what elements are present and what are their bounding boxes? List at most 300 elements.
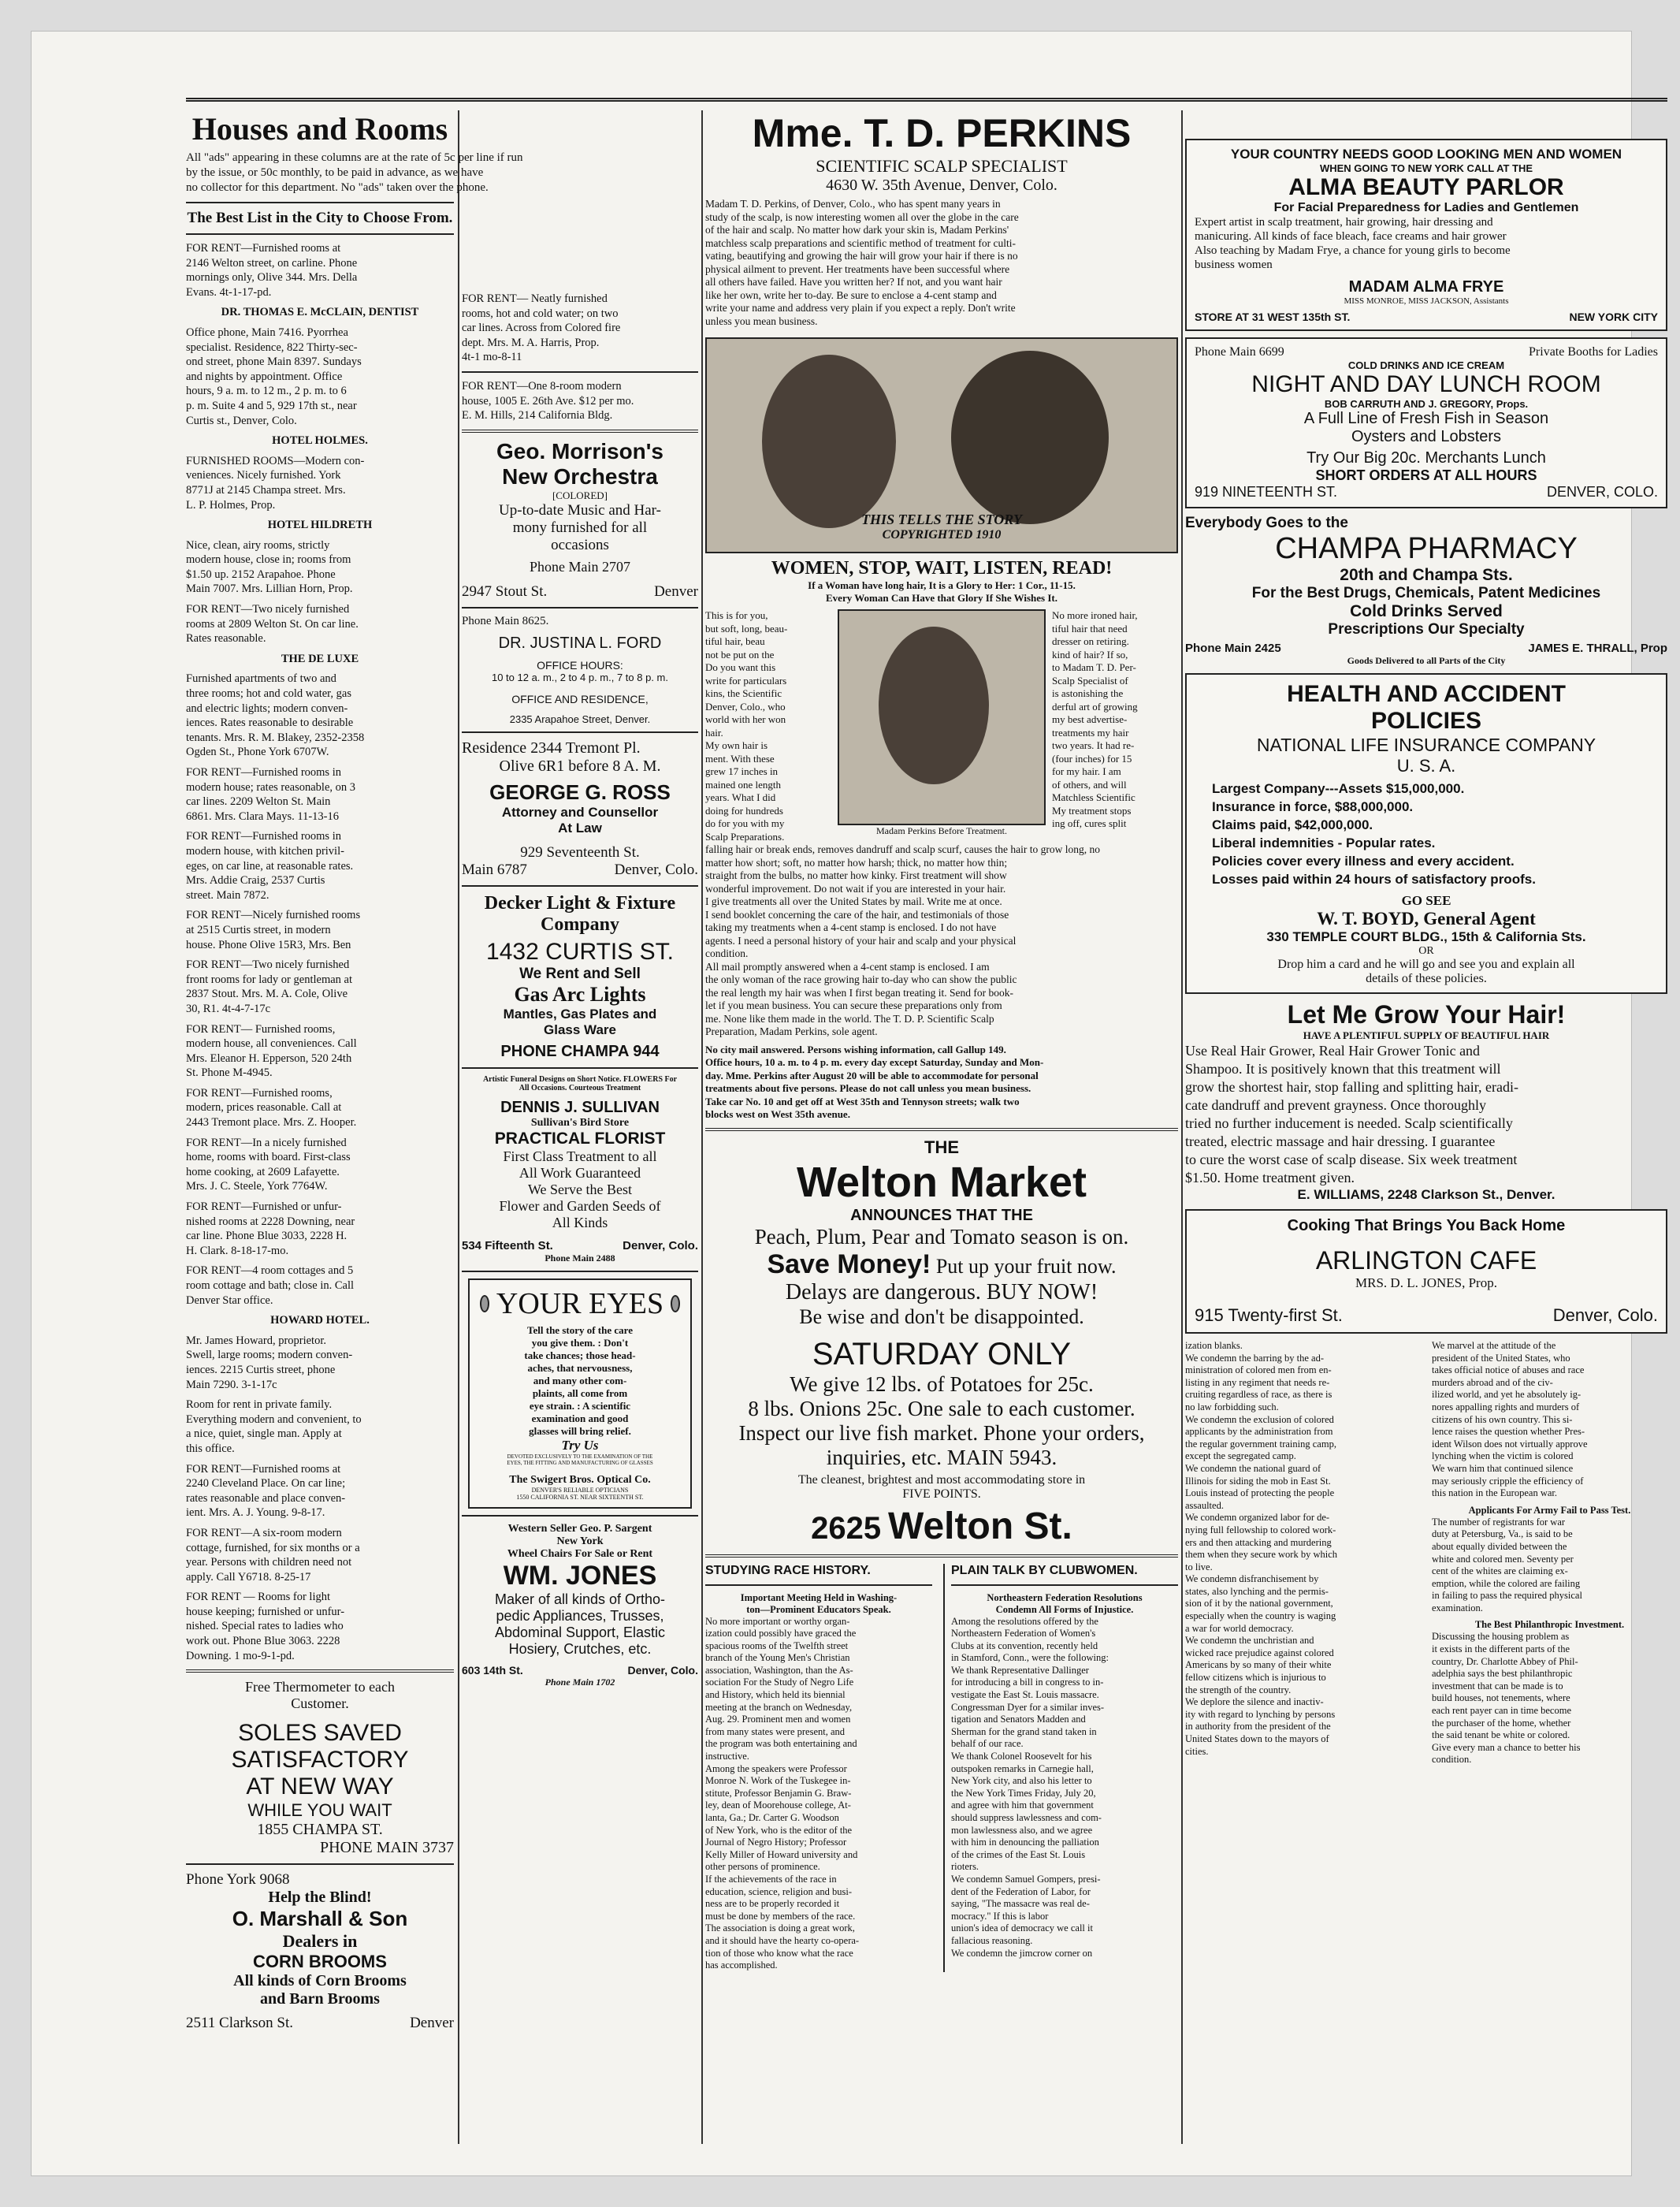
column-rule — [1181, 110, 1183, 2144]
resolution-line: cruiting regardless of race, as there is — [1185, 1389, 1332, 1401]
classified-line: Denver Star office. — [186, 1293, 273, 1307]
classified-item — [186, 1136, 454, 1194]
alma-line: Also teaching by Madam Frye, a chance for young girls to become — [1195, 244, 1511, 257]
eyes-line: aches, that nervousness, — [527, 1361, 633, 1374]
army-line: The number of registrants for war — [1432, 1516, 1566, 1528]
classified-line: Everything modern and convenient, to — [186, 1412, 362, 1426]
resolution-line: ers and then attacking and murdering — [1185, 1536, 1332, 1548]
philanthropic-line: the said tenant be white or colored. — [1432, 1729, 1570, 1741]
race-article-line: The association is doing a great work, — [705, 1922, 855, 1934]
column-rule — [458, 110, 459, 2144]
rent-line: 4t-1 mo-8-11 — [462, 351, 522, 364]
resolution-line: a war for world democracy. — [1185, 1622, 1294, 1634]
perkins-left-line: years. What I did — [705, 791, 776, 803]
classified-line: rooms at 2809 Welton St. On car line. — [186, 617, 359, 631]
club-article-line: We thank Representative Dallinger — [951, 1664, 1089, 1676]
classified-item — [186, 1398, 454, 1456]
race-article-line: branch of the Young Men's Christian — [705, 1652, 850, 1664]
classified-item — [186, 829, 454, 903]
army-line: white and colored men. Seventy per — [1432, 1553, 1574, 1565]
resolution-line: no law forbidding such. — [1185, 1401, 1279, 1412]
hair-line: treated, electric massage and hair dressing. I guarantee — [1185, 1133, 1496, 1149]
health-fact: Largest Company---Assets $15,000,000. — [1212, 781, 1465, 796]
perkins-right-line: Matchless Scientific — [1052, 791, 1135, 803]
perkins-body-line: the real length my hair was when I first began treating it. Send for book- — [705, 986, 1014, 999]
president-line: president of the United States, who — [1432, 1352, 1570, 1364]
race-article-line: ization could possibly have graced the — [705, 1628, 857, 1639]
hair-line: $1.50. Home treatment given. — [1185, 1170, 1355, 1185]
perkins-right-line: of others, and will — [1052, 778, 1127, 791]
column-rule — [701, 110, 703, 2144]
florist-line: All Work Guaranteed — [518, 1164, 641, 1181]
perkins-right-line: (four inches) for 15 — [1052, 752, 1132, 765]
club-article-line: for introducing a bill in congress to in- — [951, 1677, 1104, 1688]
president-line: lynching when the victim is colored — [1432, 1450, 1574, 1462]
club-article-line: tigation and Senators Madden and — [951, 1714, 1086, 1725]
race-article-line: sociation For the Study of Negro Life — [705, 1677, 854, 1688]
classified-line: work out. Phone Blue 3063. 2228 — [186, 1635, 340, 1648]
classified-item — [186, 908, 454, 952]
club-article-line: should suppress lawlessness and com- — [951, 1812, 1102, 1823]
classified-line: at 2515 Curtis street, in modern — [186, 923, 331, 936]
classified-line: Main 7290. 3-1-17c — [186, 1378, 277, 1391]
best-list-heading: The Best List in the City to Choose From. — [187, 210, 453, 226]
classified-line: 2240 Cleveland Place. On car line; — [186, 1477, 346, 1491]
health-fact: Policies cover every illness and every accident. — [1212, 854, 1515, 869]
classified-line: Mrs. J. C. Steele, York 7764W. — [186, 1180, 328, 1193]
race-article-line: and it should have the hearty co-opera- — [705, 1934, 860, 1946]
portrait-photo — [838, 609, 1046, 825]
club-article-line: fallacious reasoning. — [951, 1934, 1033, 1946]
club-article-line: behalf of our race. — [951, 1738, 1024, 1750]
perkins-body-line: matter how short; soft, no matter how harsh; thick, no matter how thin; — [705, 856, 1008, 869]
rent-line: E. M. Hills, 214 California Bldg. — [462, 409, 613, 422]
race-article-line: from many states were present, and — [705, 1725, 846, 1737]
resolution-line: wicked race prejudice against colored — [1185, 1647, 1334, 1658]
classified-line: Rates reasonable. — [186, 632, 266, 646]
club-article-line: Northeastern Federation of Women's — [951, 1628, 1096, 1639]
perkins-body-line: falling hair or break ends, removes dandruff and scalp scurf, causes the hair to grow long, no — [705, 843, 1100, 855]
resolution-line: We condemn the national guard of — [1185, 1462, 1321, 1474]
classified-line: St. Phone M-4945. — [186, 1066, 273, 1080]
classified-item — [186, 602, 454, 646]
florist-line: First Class Treatment to all — [503, 1148, 657, 1164]
resolution-line: sion of it by the national government, — [1185, 1598, 1333, 1610]
resolution-line: United States down to the mayors of — [1185, 1733, 1329, 1744]
race-article-line: has accomplished. — [705, 1960, 778, 1971]
classified-line: front rooms for lady or gentleman at — [186, 973, 352, 986]
perkins-left-line: doing for hundreds — [705, 804, 783, 817]
classified-item — [186, 538, 454, 597]
race-article-line: spacious rooms of the Twelfth street — [705, 1639, 849, 1651]
jones-line: Maker of all kinds of Ortho- — [494, 1591, 666, 1607]
classified-line: FOR RENT—Furnished rooms, — [186, 1086, 333, 1100]
classified-line: ond street, phone Main 8397. Sundays — [186, 355, 362, 369]
hair-line: tried no further inducement is needed. Scalp scientifically — [1185, 1115, 1513, 1131]
classified-line: FOR RENT—4 room cottages and 5 — [186, 1264, 354, 1278]
classified-line: rates reasonable and place conven- — [186, 1491, 346, 1505]
rates-line: no collector for this department. No "ads" taken over the phone. — [186, 181, 489, 194]
perkins-left-line: This is for you, — [705, 609, 768, 621]
hair-line: Shampoo. It is positively known that this treatment will — [1185, 1061, 1501, 1077]
race-article-line: instructive. — [705, 1751, 749, 1762]
classified-line: modern house, with kitchen privil- — [186, 844, 344, 858]
classified-line: DR. THOMAS E. McCLAIN, DENTIST — [221, 306, 419, 319]
perkins-intro-line: all others have failed. Have you written her? If not, and you want hair — [705, 276, 1002, 288]
army-line: duty at Petersburg, Va., is said to be — [1432, 1528, 1573, 1540]
philanthropic-line: country, Dr. Charlotte Abbey of Phil- — [1432, 1655, 1578, 1667]
president-line: We warn him that continued silence — [1432, 1462, 1574, 1474]
perkins-right-line: ing off, cures split — [1052, 817, 1127, 829]
newspaper-page — [32, 32, 1667, 2175]
perkins-intro-line: matchless scalp preparations and scientific method of treatment for culti- — [705, 236, 1016, 249]
hair-photo: THIS TELLS THE STORY COPYRIGHTED 1910 — [705, 337, 1178, 553]
ad-decker-light: Decker Light & Fixture Company 1432 CURTIS ST. We Rent and Sell Gas Arc Lights Mantles, Gas Plates and Glass Ware PHONE CHAMPA 944 — [484, 892, 676, 1060]
resolution-line: We condemn the unchristian and — [1185, 1635, 1314, 1647]
rates-notice — [186, 151, 523, 195]
army-line: examination. — [1432, 1602, 1483, 1613]
woman-face-photo — [951, 351, 1109, 524]
army-line: emption, while the colored are failing — [1432, 1577, 1581, 1589]
perkins-left-line: not be put on the — [705, 648, 775, 661]
perkins-body-line: me. None like them made in the world. The T. D. P. Scientific Scalp — [705, 1012, 994, 1025]
classified-line: car line. Phone Blue 3033, 2228 H. — [186, 1230, 348, 1243]
classified-line: street. Main 7872. — [186, 888, 269, 902]
resolution-line: except the segregated camp. — [1185, 1450, 1296, 1462]
section-heading: Houses and Rooms — [191, 111, 448, 147]
perkins-footer-line: treatments about five persons. Please do not call unless you mean business. — [705, 1082, 1031, 1094]
perkins-right-line: dresser on retiring. — [1052, 635, 1129, 647]
race-article-line: tion of those who know what the race — [705, 1947, 853, 1959]
ad-alma-beauty: YOUR COUNTRY NEEDS GOOD LOOKING MEN AND WOMEN WHEN GOING TO NEW YORK CALL AT THE ALMA BEAUTY PARLOR For Facial Preparedness for Ladies and Gentlemen Expert artist in scalp treatment, hair growing, hair dressing and manicuring. All kinds of face bleach, face creams and hair grower Also teaching by Madam Frye, a chance for young girls to become business women MADAM ALMA FRYE MISS MONROE, MISS JACKSON, Assistants STORE AT 31 WEST 135th ST. NEW YORK CITY — [1185, 139, 1667, 331]
club-article-line: union's idea of democracy we call it — [951, 1922, 1093, 1934]
resolution-line: We condemn the exclusion of colored — [1185, 1413, 1334, 1425]
classified-line: 8771J at 2145 Champa street. Mrs. — [186, 483, 346, 497]
perkins-left-line: do for you with my — [705, 817, 785, 829]
classified-item — [186, 1200, 454, 1258]
health-fact: Losses paid within 24 hours of satisfactory proofs. — [1212, 872, 1536, 887]
classified-line: Furnished apartments of two and — [186, 672, 336, 686]
perkins-left-line: Denver, Colo., who — [705, 700, 786, 713]
florist-line: All Kinds — [552, 1214, 608, 1230]
classified-line: Evans. 4t-1-17-pd. — [186, 285, 272, 299]
perkins-right-line: is astonishing the — [1052, 687, 1124, 699]
race-article-line: education, science, religion and busi- — [705, 1885, 853, 1897]
perkins-left-line: mained one length — [705, 778, 782, 791]
classified-line: eges, on car line, at reasonable rates. — [186, 859, 354, 873]
eye-icon — [671, 1295, 680, 1312]
classified-line: FOR RENT—In a nicely furnished — [186, 1136, 347, 1149]
classified-item — [186, 241, 454, 300]
perkins-intro-line: physical ailment to prevent. Her treatments have been successful where — [705, 262, 1010, 275]
perkins-right-line: tiful hair that need — [1052, 622, 1128, 635]
classified-line: FOR RENT—Two nicely furnished — [186, 958, 350, 972]
classified-line: nished rooms at 2228 Downing, near — [186, 1215, 355, 1228]
race-article-line: ness are to be properly recorded it — [705, 1898, 840, 1910]
classified-line: modern house, all conveniences. Call — [186, 1037, 357, 1051]
classified-item — [186, 672, 454, 760]
race-article-line: ley, dean of Moorehouse college, At- — [705, 1799, 851, 1811]
classified-line: HOTEL HILDRETH — [267, 519, 373, 532]
ad-for-rent-hills — [462, 379, 698, 423]
perkins-intro-line: of the hair and scalp. No matter how dark your skin is, Madam Perkins' — [705, 224, 1009, 236]
race-article-line: must be done by members of the race. — [705, 1910, 856, 1922]
philanthropic-line: adelphia says the best philanthropic — [1432, 1668, 1573, 1680]
ad-wm-jones: Western Seller Geo. P. Sargent New York Wheel Chairs For Sale or Rent WM. JONES Maker of all kinds of Ortho- pedic Appliances, Trusses, Abdominal Support, Elastic Hosiery, Crutches, etc. 603 14th St. Denver, Colo. Phone Main 1702 — [462, 1522, 698, 1688]
classified-line: and electric lights; modern conven- — [186, 702, 348, 715]
classified-item — [186, 1462, 454, 1520]
classified-line: FOR RENT — Rooms for light — [186, 1591, 331, 1604]
classified-line: Room for rent in private family. — [186, 1398, 333, 1412]
perkins-body-line: Preparation, Madam Perkins, sole agent. — [705, 1025, 878, 1037]
classified-line: ient. Mrs. A. J. Young. 9-8-17. — [186, 1506, 325, 1520]
resolution-line: listing in any regiment that needs re- — [1185, 1376, 1330, 1388]
ad-sullivan-florist: Artistic Funeral Designs on Short Notice. FLOWERS For All Occasions. Courteous Treatment DENNIS J. SULLIVAN Sullivan's Bird Store PRACTICAL FLORIST First Class Treatment to all All Work Guaranteed We Serve the Best Flower and Garden Seeds of All Kinds 534 Fifteenth St. Denver, Colo. Phone Main 2488 — [462, 1074, 698, 1264]
perkins-footer-line: No city mail answered. Persons wishing information, call Gallup 149. — [705, 1043, 1006, 1055]
rent-line: FOR RENT— Neatly furnished — [462, 292, 608, 305]
race-article-line: Among the speakers were Professor — [705, 1762, 847, 1774]
perkins-right-line: kind of hair? If so, — [1052, 648, 1128, 661]
president-line: citizens of his own country. This si- — [1432, 1413, 1573, 1425]
resolution-line: ization blanks. — [1185, 1340, 1243, 1351]
classified-line: car lines. 2209 Welton St. Main — [186, 795, 331, 809]
hair-line: Use Real Hair Grower, Real Hair Grower Tonic and — [1185, 1043, 1481, 1059]
race-article-line: Monroe N. Work of the Tuskegee in- — [705, 1775, 851, 1787]
classified-item — [186, 1264, 454, 1308]
resolution-line: cities. — [1185, 1745, 1209, 1757]
classified-item — [186, 518, 454, 533]
resolution-line: fellow citizens which is injurious to — [1185, 1672, 1326, 1684]
philanthropic-line: each rent payer can in time become — [1432, 1705, 1571, 1717]
resolution-line: Louis instead of protecting the people — [1185, 1487, 1335, 1499]
perkins-right-line: No more ironed hair, — [1052, 609, 1138, 621]
president-line: nores appalling rights and murders of — [1432, 1401, 1580, 1412]
classified-item — [186, 958, 454, 1016]
ad-health-policies: HEALTH AND ACCIDENT POLICIES NATIONAL LIFE INSURANCE COMPANY U. S. A. Largest Company---Assets $15,000,000. Insurance in force, $88,000,000. Claims paid, $42,000,000. Liberal indemnities - Popular rates. Policies cover every illness and every accident. Losses paid within 24 hours of satisfactory proofs. GO SEE W. T. BOYD, General Agent 330 TEMPLE COURT BLDG., 15th & California Sts. OR Drop him a card and he will go and see you and explain all details of these policies. — [1185, 673, 1667, 994]
resolution-line: assaulted. — [1185, 1499, 1224, 1511]
resolution-line: We condemn organized labor for de- — [1185, 1512, 1330, 1524]
resolution-line: Illinois for siding the mob in East St. — [1185, 1475, 1331, 1487]
classified-line: modern house; rates reasonable, on 3 — [186, 780, 356, 794]
philanthropic-line: the purchaser of the home, whether — [1432, 1717, 1571, 1729]
president-line: this nation in the European war. — [1432, 1487, 1557, 1499]
classified-line: house. Phone Olive 15R3, Mrs. Ben — [186, 938, 351, 951]
classified-line: Mrs. Addie Craig, 2537 Curtis — [186, 874, 325, 888]
club-article-line: outspoken remarks in Carnegie hall, — [951, 1762, 1094, 1774]
resolution-line: the strength of the country. — [1185, 1684, 1292, 1695]
classified-line: home, rooms with board. First-class — [186, 1151, 351, 1164]
resolution-line: to live. — [1185, 1561, 1213, 1572]
eyes-line: glasses will bring relief. — [529, 1424, 631, 1437]
classified-line: 2146 Welton street, on carline. Phone — [186, 256, 358, 270]
perkins-body-line: I send booklet concerning the care of the hair, and testimonials of those — [705, 908, 1009, 921]
race-article-line: lanta, Ga.; Dr. Carter G. Woodson — [705, 1812, 839, 1823]
classified-item — [186, 1022, 454, 1081]
classified-item — [186, 454, 454, 512]
perkins-footer-line: Take car No. 10 and get off at West 35th and Tennyson streets; walk two — [705, 1095, 1020, 1107]
classified-line: p. m. Suite 4 and 5, 929 17th st., near — [186, 399, 357, 412]
perkins-left-line: world with her won — [705, 713, 786, 725]
jones-line: Hosiery, Crutches, etc. — [508, 1640, 652, 1657]
race-article-line: meeting at the branch on Wednesday, — [705, 1701, 853, 1713]
classified-line: and nights by appointment. Office — [186, 370, 343, 383]
classified-line: FOR RENT— Furnished rooms, — [186, 1022, 336, 1036]
classified-item — [186, 434, 454, 448]
perkins-right-line: Scalp Specialist of — [1052, 674, 1128, 687]
classified-line: FOR RENT—Furnished rooms in — [186, 830, 341, 843]
perkins-body-line: the only woman of the race growing hair to-day who can show the public — [705, 973, 1017, 985]
perkins-body-line: taking my treatments when a 4-cent stamp is enclosed. I do not have — [705, 921, 997, 933]
classified-line: a nice, quiet, single man. Apply at — [186, 1427, 342, 1441]
classified-line: mornings only, Olive 344. Mrs. Della — [186, 271, 358, 285]
ad-for-rent-harris — [462, 110, 698, 365]
race-article-line: association, Washington, than the As- — [705, 1664, 853, 1676]
rent-line: rooms, hot and cold water; on two — [462, 307, 619, 320]
club-article-line: mocracy." If this is labor — [951, 1910, 1049, 1922]
classified-item — [186, 1086, 454, 1130]
classified-line: 2837 Stout. Mrs. M. A. Cole, Olive — [186, 988, 348, 1001]
classified-line: modern house, close in; rooms from — [186, 553, 351, 567]
classified-line: iences. 2215 Curtis street, phone — [186, 1363, 336, 1376]
philanthropic-line: investment that can be made is to — [1432, 1680, 1563, 1692]
classified-item — [186, 652, 454, 667]
club-article-line: and agree with him that government — [951, 1799, 1094, 1811]
classified-line: house keeping; furnished or unfur- — [186, 1605, 345, 1618]
perkins-left-line: kins, the Scientific — [705, 687, 782, 699]
race-article-line: Journal of Negro History; Professor — [705, 1837, 847, 1848]
club-article-line: New York city, and also his letter to — [951, 1775, 1092, 1787]
perkins-left-line: but soft, long, beau- — [705, 622, 788, 635]
ad-dr-ford: Phone Main 8625. DR. JUSTINA L. FORD OFFICE HOURS: 10 to 12 a. m., 2 to 4 p. m., 7 to 8 p. m. OFFICE AND RESIDENCE, 2335 Arapahoe Street, Denver. — [462, 614, 668, 725]
alma-line: manicuring. All kinds of face bleach, face creams and hair grower — [1195, 230, 1507, 243]
ad-perkins: Mme. T. D. PERKINS SCIENTIFIC SCALP SPECIALIST 4630 W. 35th Avenue, Denver, Colo. Madam T. D. Perkins, of Denver, Colo., who has spent many years in study of the scalp, is now interesting women all over the globe in the care of the hair and scalp. No matter how dark your skin is, Madam Perkins' matchless scalp preparations and scientific method of treatment for culti- vating, beautifying and growing the hair will grow your hair if there is no physical ailment to prevent. Her treatments have been successful where all others have failed. Have you written her? If not, and you want hair like her own, write her to-day. Be sure to enclose a 4-cent stamp and write your name and address very plain if you expect a reply. Don't write unless you mean business. THIS TELLS THE STORY COPYRIGHTED 1910 WOMEN, STOP, WAIT, LISTEN, READ! If a Woman have long hair, It is a Glory to Her: 1 Cor., 11-15. Every Woman Can Have that Glory If She Wishes It. This is for you, but soft, long, beau- tiful hair, beau not be put on the Do you want this write for particulars kins, the Scientific Denver, Colo., who world with her won hair. My own hair is ment. With these grew 17 inches in mained one length years. What I did doing for hundreds do for you with my Scalp Preparations. Madam Perkins Before Treatment. No more ironed hair, tiful hair that need dresser on retiring. kind of hair? If so, to Madam T. D. Per- Scalp Specialist of is astonishing the derful art of growing my best advertise- treatments my hair two years. It had re- (four inches) for 15 for my hair. I am of others, and will Matchless Scientific My treatment stops ing off, cures split falling hair or break ends, removes dandruff and scalp scurf, causes the hair to grow long, no matter how short; soft, no matter how harsh; thick, no matter how thin; straight from the bulbs, no matter how kinky. First treatment will show wonderful improvement. Do not wait if you are interested in your hair. I give treatments all over the United States by mail. Write me at once. I send booklet concerning the care of the hair, and testimonials of those taking my treatments when a 4-cent stamp is enclosed. I do not have agents. I need a personal history of your hair and scalp and your physical condition. All mail promptly answered when a 4-cent stamp is enclosed. I am the only woman of the race growing hair to-day who can show the public the real length my hair was when I first began treating it. Send for book- let if you mean business. You can secure these preparations only from me. None like them made in the world. The T. D. P. Scientific Scalp Preparation, Madam Perkins, sole agent. No city mail answered. Persons wishing information, call Gallup 149. Office hours, 10 a. m. to 4 p. m. every day except Saturday, Sunday and Mon- day. Mme. Perkins after August 20 will be able to accommodate for personal treatments about five persons. Please do not call unless you mean business. Take car No. 10 and get off at West 35th and Tennyson streets; walk two blocks west on West 35th avenue. — [705, 110, 1178, 1122]
resolution-line: ity with regard to lynching by persons — [1185, 1708, 1336, 1720]
ad-arlington-cafe: Cooking That Brings You Back Home ARLINGTON CAFE MRS. D. L. JONES, Prop. 915 Twenty-first St. Denver, Colo. — [1185, 1209, 1667, 1334]
classified-line: FOR RENT—Furnished rooms in — [186, 766, 341, 779]
classified-line: 6861. Mrs. Clara Mays. 11-13-16 — [186, 809, 339, 823]
rates-line: All "ads" appearing in these columns are at the rate of 5c per line if run — [186, 151, 523, 164]
perkins-left-line: Scalp Preparations. — [705, 830, 785, 843]
resolution-line: states, also lynching and the permis- — [1185, 1585, 1329, 1597]
perkins-body-line: condition. — [705, 947, 749, 959]
classified-item — [186, 1313, 454, 1328]
ad-grow-hair: Let Me Grow Your Hair! HAVE A PLENTIFUL SUPPLY OF BEAUTIFUL HAIR Use Real Hair Grower, Real Hair Grower Tonic and Shampoo. It is positively known that this treatment will grow the shortest hair, stop falling and splitting hair, eradi- cate dandruff and prevent grayness. Once thoroughly tried no further inducement is needed. Scalp scientifically treated, electric massage and hair dressing. I guarantee to cure the worst case of scalp disease. Six week treatment $1.50. Home treatment given. E. WILLIAMS, 2248 Clarkson St., Denver. — [1185, 1000, 1667, 1203]
club-article-line: rioters. — [951, 1861, 979, 1873]
classified-line: specialist. Residence, 822 Thirty-sec- — [186, 341, 358, 354]
club-article-line: vestigate the East St. Louis massacre. — [951, 1689, 1099, 1701]
classified-line: FOR RENT—Furnished or unfur- — [186, 1200, 342, 1214]
eyes-line: examination and good — [531, 1412, 629, 1424]
perkins-intro-line: Madam T. D. Perkins, of Denver, Colo., who has spent many years in — [705, 198, 1001, 210]
classified-line: FOR RENT—Two nicely furnished — [186, 603, 350, 616]
perkins-left-line: hair. — [705, 726, 723, 739]
ad-marshall-brooms: Phone York 9068 Help the Blind! O. Marshall & Son Dealers in CORN BROOMS All kinds of Corn Brooms and Barn Brooms 2511 Clarkson St. Denver — [186, 1871, 454, 2032]
perkins-left-line: My own hair is — [705, 739, 768, 751]
article-race-history: STUDYING RACE HISTORY. Important Meeting Held in Washing- ton—Prominent Educators Speak. No more important or worthy organ- ization could possibly have graced the spacious rooms of the Twelfth street branch of the Young Men's Christian association, Washington, than the As- sociation For the Study of Negro Life and History, which held its biennial meeting at the branch on Wednesday, Aug. 29. Prominent men and women from many states were present, and the program was both entertaining and instructive. Among the speakers were Professor Monroe N. Work of the Tuskegee in- stitute, Professor Benjamin G. Braw- ley, dean of Moorehouse college, At- lanta, Ga.; Dr. Carter G. Woodson of New York, who is the editor of the Journal of Negro History; Professor Kelly Miller of Howard university and other persons of prominence. If the achievements of the race in education, science, religion and busi- ness are to be properly recorded it must be done by members of the race. The association is doing a great work, and it should have the hearty co-opera- tion of those who know what the race has accomplished. — [705, 1564, 932, 1972]
jones-line: pedic Appliances, Trusses, — [496, 1607, 664, 1624]
eye-icon — [480, 1295, 489, 1312]
resolution-line: We deplore the silence and inactiv- — [1185, 1696, 1324, 1708]
club-article-line: We thank Colonel Roosevelt for his — [951, 1751, 1092, 1762]
race-article-line: the program was both entertaining and — [705, 1738, 857, 1750]
classified-line: Office phone, Main 7416. Pyorrhea — [186, 326, 348, 339]
alma-line: Expert artist in scalp treatment, hair growing, hair dressing and — [1195, 216, 1493, 229]
perkins-right-line: my best advertise- — [1052, 713, 1128, 725]
rent-line: FOR RENT—One 8-room modern — [462, 379, 622, 393]
perkins-left-line: ment. With these — [705, 752, 775, 765]
column-right-ads — [1185, 110, 1667, 1766]
classified-line: Mr. James Howard, proprietor. — [186, 1334, 326, 1347]
rent-line: dept. Mrs. M. A. Harris, Prop. — [462, 336, 600, 349]
perkins-footer-line: day. Mme. Perkins after August 20 will be able to accommodate for personal — [705, 1069, 1039, 1081]
classified-item — [186, 326, 454, 428]
club-article-line: dent of the Federation of Labor, for — [951, 1885, 1091, 1897]
ad-soles-saved: Free Thermometer to each Customer. SOLES SAVED SATISFACTORY AT NEW WAY WHILE YOU WAIT 1855 CHAMPA ST. PHONE MAIN 3737 — [231, 1679, 454, 1857]
classified-line: $1.50 up. 2152 Arapahoe. Phone — [186, 568, 336, 581]
club-article-line: with him in denouncing the palliation — [951, 1837, 1099, 1848]
classified-line: room cottage and bath; close in. Call — [186, 1279, 355, 1292]
ad-welton-market: THE Welton Market ANNOUNCES THAT THE Peach, Plum, Pear and Tomato season is on. Save Money! Put up your fruit now. Delays are dangerous. BUY NOW! Be wise and don't be disappointed. SATURDAY ONLY We give 12 lbs. of Potatoes for 25c. 8 lbs. Onions 25c. One sale to each customer. Inspect our live fish market. Phone your orders, inquiries, etc. MAIN 5943. The cleanest, brightest and most accommodating store in FIVE POINTS. 2625 Welton St. — [738, 1137, 1145, 1547]
rent-line: house, 1005 E. 26th Ave. $12 per mo. — [462, 394, 634, 408]
perkins-body-line: let if you mean business. You can secure these preparations only from — [705, 999, 1002, 1011]
classified-line: L. P. Holmes, Prop. — [186, 498, 276, 512]
classified-line: Downing. 1 mo-9-1-pd. — [186, 1649, 295, 1662]
eyes-line: plaints, all come from — [532, 1386, 628, 1399]
column-business-ads — [462, 110, 698, 1688]
classified-line: hours, 9 a. m. to 12 m., 2 p. m. to 6 — [186, 385, 347, 398]
race-article-line: Aug. 29. Prominent men and women — [705, 1714, 851, 1725]
perkins-intro-line: vating, beautifying and growing the hair will grow your hair if there is no — [705, 250, 1018, 262]
club-article-line: Sherman for the grand stand taken in — [951, 1725, 1097, 1737]
health-fact: Insurance in force, $88,000,000. — [1212, 799, 1414, 814]
resolution-line: ministration of colored men from en- — [1185, 1364, 1332, 1376]
race-article-line: If the achievements of the race in — [705, 1873, 837, 1885]
resolution-line: the regular government training camp, — [1185, 1438, 1336, 1450]
eyes-line: you give them. : Don't — [531, 1336, 629, 1349]
race-article-line: No more important or worthy organ- — [705, 1615, 850, 1627]
classified-line: FOR RENT—Furnished rooms at — [186, 1462, 341, 1476]
perkins-body-line: agents. I need a personal history of your hair and scalp and your physical — [705, 934, 1017, 947]
race-article-line: Kelly Miller of Howard university and — [705, 1848, 858, 1860]
classified-line: tenants. Mrs. R. M. Blakey, 2352-2358 — [186, 731, 365, 744]
classified-line: Main 7007. Mrs. Lillian Horn, Prop. — [186, 582, 353, 596]
articles-right: We marvel at the attitude of the president of the United States, who takes official notice of abuses and race murders abroad and of the civ- ilized world, and yet he absolutely ig- nores appalling rights and murders of citizens of his own country. This si- lence raises the question whether Pres- ident Wilson does not virtually approve lynching when the victim is colored We warn him that continued silence may seriously cripple the efficiency of this nation in the European war. Applicants For Army Fail to Pass Test. The number of registrants for war duty at Petersburg, Va., is said to be about equally divided between the white and colored men. Seventy per cent of the whites are claiming ex- emption, while the colored are failing in failing to pass the required physical examination. The Best Philanthropic Investment. Discussing the housing problem as it exists in the different parts of the country, Dr. Charlotte Abbey of Phil- adelphia says the best philanthropic investment that can be made is to build houses, not tenements, where each rent payer can in time become the purchaser of the home, whether the said tenant be white or colored. Give every man a chance to better his condition. — [1432, 1340, 1667, 1766]
club-article-line: Congressman Dyer for a similar inves- — [951, 1701, 1105, 1713]
classified-line: iences. Rates reasonable to desirable — [186, 716, 354, 730]
article-resolutions-continued — [1185, 1340, 1421, 1766]
resolution-line: applicants by the administration from — [1185, 1426, 1333, 1438]
perkins-left-line: grew 17 inches in — [705, 765, 779, 777]
classified-item — [186, 765, 454, 824]
philanthropic-line: Discussing the housing problem as — [1432, 1631, 1570, 1643]
classified-line: Swell, large rooms; modern conven- — [186, 1349, 353, 1362]
classified-line: veniences. Nicely furnished. York — [186, 469, 341, 482]
perkins-intro-line: study of the scalp, is now interesting women all over the globe in the care — [705, 210, 1019, 223]
classified-line: H. Clark. 8-18-17-mo. — [186, 1244, 289, 1257]
classified-line: cottage, furnished, for six months or a — [186, 1541, 360, 1554]
race-article-line: and History, which held its biennial — [705, 1689, 846, 1701]
classified-item — [186, 1526, 454, 1584]
classified-list — [186, 241, 454, 1663]
classified-line: modern, prices reasonable. Call at — [186, 1101, 342, 1115]
club-article-line: We condemn Samuel Gompers, presi- — [951, 1873, 1101, 1885]
president-line: ident Wilson does not virtually approve — [1432, 1438, 1588, 1450]
article-clubwomen: PLAIN TALK BY CLUBWOMEN. Northeastern Federation Resolutions Condemn All Forms of Injustice. Among the resolutions offered by the Northeastern Federation of Women's Clubs at its convention, recently held in Stamford, Conn., were the following: We thank Representative Dallinger for introducing a bill in congress to in- vestigate the East St. Louis massacre. Congressman Dyer for a similar inves- tigation and Senators Madden and Sherman for the grand stand taken in behalf of our race. We thank Colonel Roosevelt for his outspoken remarks in Carnegie hall, New York city, and also his letter to the New York Times Friday, July 20, and agree with him that government should suppress lawlessness and com- mon lawlessness also, and we agree with him in denouncing the palliation of the crimes of the East St. Louis rioters. We condemn Samuel Gompers, presi- dent of the Federation of Labor, for saying, "The massacre was real de- mocracy." If this is labor union's idea of democracy we call it fallacious reasoning. We condemn the jimcrow corner on — [943, 1564, 1178, 1972]
perkins-right-line: derful art of growing — [1052, 700, 1138, 713]
ad-george-ross: Residence 2344 Tremont Pl. Olive 6R1 before 8 A. M. GEORGE G. ROSS Attorney and Counsellor At Law 929 Seventeenth St. Main 6787 Denver, Colo. — [462, 739, 698, 878]
classified-line: HOWARD HOTEL. — [270, 1314, 370, 1327]
classified-line: nished. Special rates to ladies who — [186, 1620, 344, 1633]
